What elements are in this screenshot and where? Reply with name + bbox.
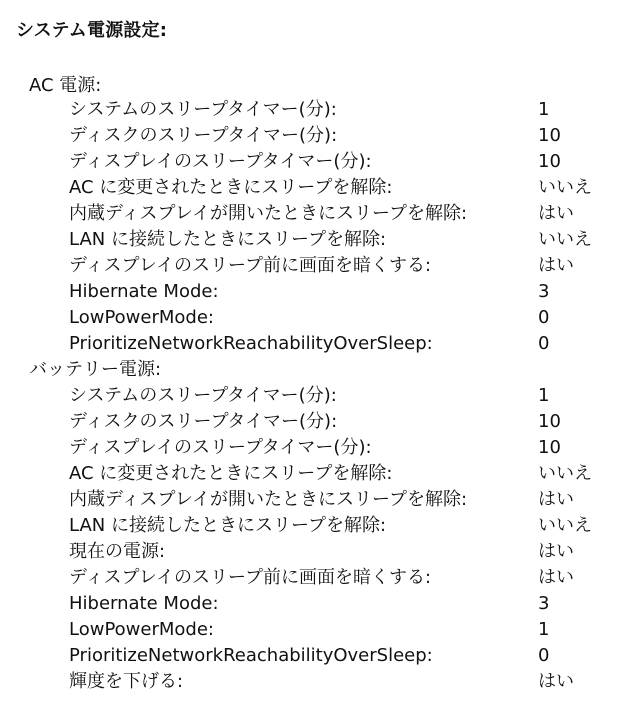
setting-label: LAN に接続したときにスリープを解除: (69, 515, 387, 536)
setting-value: はい (538, 541, 574, 562)
setting-label: 内蔵ディスプレイが開いたときにスリープを解除: (69, 203, 468, 224)
setting-value: 10 (538, 437, 561, 458)
setting-label: Hibernate Mode: (69, 593, 219, 614)
setting-label: 現在の電源: (69, 541, 166, 562)
setting-value: はい (538, 203, 574, 224)
setting-row (0, 669, 642, 695)
setting-value: 10 (538, 411, 561, 432)
setting-row (0, 383, 642, 409)
setting-label: ディスプレイのスリープ前に画面を暗くする: (69, 567, 432, 588)
setting-value: いいえ (538, 229, 592, 250)
setting-value: はい (538, 489, 574, 510)
setting-row (0, 253, 642, 279)
setting-row (0, 175, 642, 201)
section-header-battery-power: バッテリー電源: (29, 359, 162, 380)
setting-value: 10 (538, 151, 561, 172)
setting-value: はい (538, 567, 574, 588)
setting-row (0, 227, 642, 253)
setting-row (0, 149, 642, 175)
setting-value: 3 (538, 281, 550, 302)
setting-row (0, 331, 642, 357)
setting-row (0, 617, 642, 643)
setting-value: いいえ (538, 177, 592, 198)
setting-value: はい (538, 671, 574, 692)
setting-label: システムのスリープタイマー(分): (69, 99, 337, 120)
setting-value: いいえ (538, 515, 592, 536)
setting-row (0, 591, 642, 617)
setting-value: いいえ (538, 463, 592, 484)
setting-value: 0 (538, 645, 550, 666)
setting-value: はい (538, 255, 574, 276)
setting-value: 1 (538, 99, 550, 120)
setting-label: AC に変更されたときにスリープを解除: (69, 177, 393, 198)
setting-row (0, 513, 642, 539)
setting-row (0, 461, 642, 487)
setting-label: LowPowerMode: (69, 307, 214, 328)
setting-row (0, 539, 642, 565)
setting-label: ディスプレイのスリープタイマー(分): (69, 437, 372, 458)
setting-value: 1 (538, 385, 550, 406)
setting-label: ディスクのスリープタイマー(分): (69, 411, 338, 432)
setting-label: ディスプレイのスリープ前に画面を暗くする: (69, 255, 432, 276)
setting-row (0, 409, 642, 435)
setting-label: システムのスリープタイマー(分): (69, 385, 337, 406)
setting-row (0, 565, 642, 591)
setting-value: 1 (538, 619, 550, 640)
setting-value: 0 (538, 333, 550, 354)
setting-label: LowPowerMode: (69, 619, 214, 640)
section-header-ac-power: AC 電源: (29, 75, 102, 96)
setting-label: ディスクのスリープタイマー(分): (69, 125, 338, 146)
setting-row (0, 123, 642, 149)
setting-label: 輝度を下げる: (69, 671, 184, 692)
setting-value: 0 (538, 307, 550, 328)
setting-row (0, 487, 642, 513)
setting-row (0, 279, 642, 305)
setting-label: AC に変更されたときにスリープを解除: (69, 463, 393, 484)
setting-label: PrioritizeNetworkReachabilityOverSleep: (69, 645, 433, 666)
setting-value: 3 (538, 593, 550, 614)
setting-label: Hibernate Mode: (69, 281, 219, 302)
setting-row (0, 201, 642, 227)
setting-row (0, 643, 642, 669)
setting-label: ディスプレイのスリープタイマー(分): (69, 151, 372, 172)
setting-value: 10 (538, 125, 561, 146)
setting-label: LAN に接続したときにスリープを解除: (69, 229, 387, 250)
setting-label: PrioritizeNetworkReachabilityOverSleep: (69, 333, 433, 354)
setting-row (0, 305, 642, 331)
setting-row (0, 435, 642, 461)
setting-row (0, 97, 642, 123)
setting-label: 内蔵ディスプレイが開いたときにスリープを解除: (69, 489, 468, 510)
page-title: システム電源設定: (16, 20, 168, 41)
